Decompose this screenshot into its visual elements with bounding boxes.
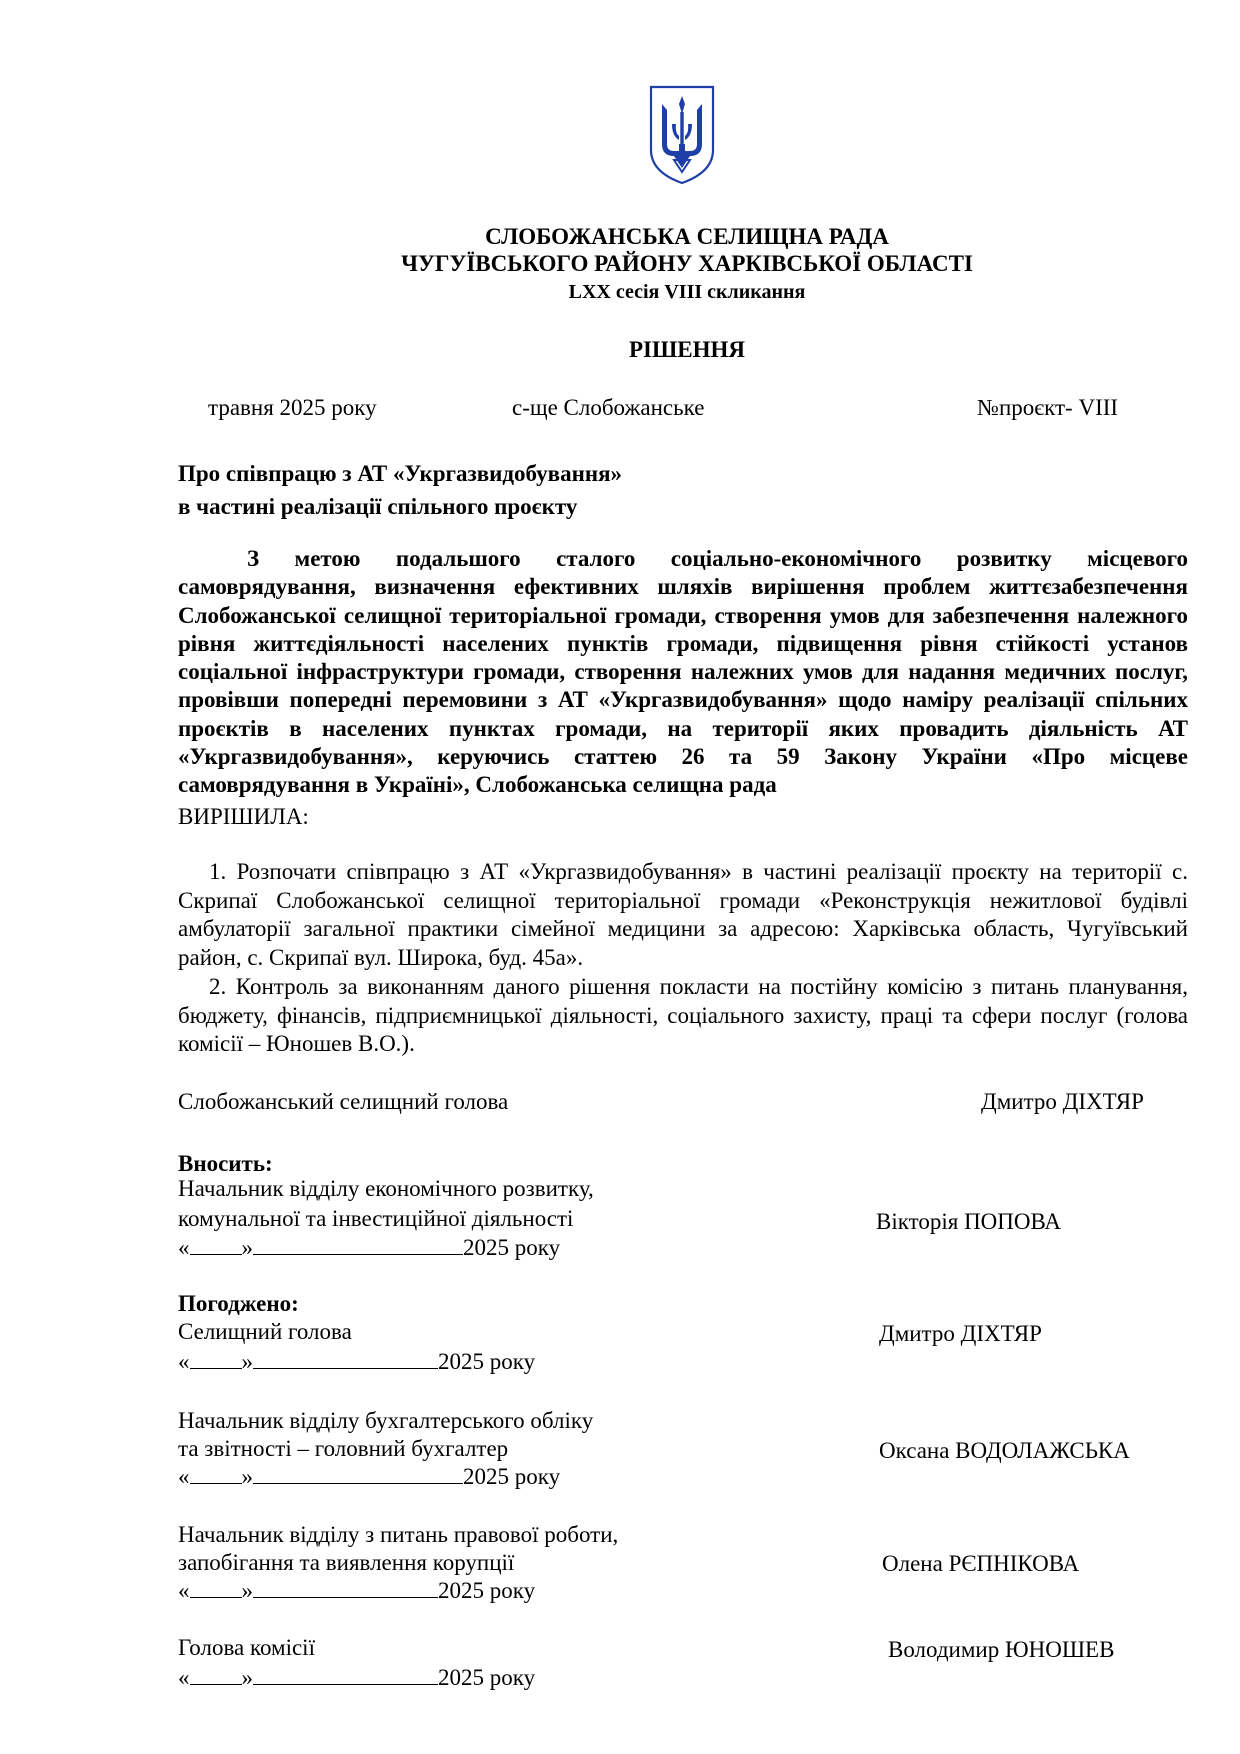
day-blank [190,1349,242,1369]
decision-date: травня 2025 року [208,395,377,420]
legal-name: Олена РЄПНІКОВА [882,1551,1080,1576]
commission-date-field [178,1664,535,1692]
head-name: Дмитро ДІХТЯР [879,1321,1042,1346]
decision-item: 1. Розпочати співпрацю з АТ «Укргазвидобування» в частині реалізації проєкту на території с. Скрипаї Слобожанської селищної територіальної громади «Реконструкція нежитлової будівлі амбулаторії загальної практики сімейної медицини за адресою: Харківська область, Чугуївський район, с. Скрипаї вул. Широка, буд. 45а». [178,859,1188,970]
accounting-position-line1: Начальник відділу бухгалтерського обліку [178,1408,594,1433]
commission-name: Володимир ЮНОШЕВ [888,1637,1115,1662]
decided-label: ВИРІШИЛА: [178,804,309,829]
quote-close: » [241,1665,253,1690]
month-blank [253,1349,438,1369]
accounting-position-line2: та звітності – головний бухгалтер [178,1436,509,1461]
quote-open: « [178,1349,190,1374]
submitted-label: Вносить: [178,1151,273,1176]
decision-subject-line1: Про співпрацю з АТ «Укргазвидобування» [178,461,623,486]
signature-position: Слобожанський селищний голова [178,1089,509,1114]
month-blank [253,1464,463,1484]
submitter-position-line1: Начальник відділу економічного розвитку, [178,1176,594,1201]
council-name: СЛОБОЖАНСЬКА СЕЛИЩНА РАДА [485,224,889,249]
accounting-date-field [178,1463,560,1491]
quote-open: « [178,1464,190,1489]
year-text: 2025 року [463,1235,561,1260]
signature-name: Дмитро ДІХТЯР [981,1089,1144,1114]
submitter-position-line2: комунальної та інвестиційної діяльності [178,1206,574,1231]
year-text: 2025 року [438,1349,536,1374]
year-text: 2025 року [438,1665,536,1690]
legal-position-line1: Начальник відділу з питань правової роботи, [178,1522,619,1547]
legal-date-field [178,1577,535,1605]
quote-open: « [178,1578,190,1603]
district-name: ЧУГУЇВСЬКОГО РАЙОНУ ХАРКІВСЬКОЇ ОБЛАСТІ [401,251,973,276]
quote-close: » [241,1349,253,1374]
trident-coat-of-arms-icon [648,84,716,186]
preamble-paragraph: З метою подальшого сталого соціально-економічного розвитку місцевого самоврядування, визначення ефективних шляхів вирішення проблем життєзабезпечення Слобожанської селищної територіальної громади, створення умов для забезпечення належного рівня життєдіяльності населених пунктів громади, підвищення рівня стійкості установ соціальної інфраструктури громади, створення належних умов для надання медичних послуг, провівши попередні перемовини з АТ «Укргазвидобування» щодо наміру реалізації спільних проєктів в населених пунктах громади, на території яких провадить діяльність АТ «Укргазвидобування», керуючись статтею 26 та 59 Закону України «Про місцеве самоврядування в Україні», Слобожанська селищна рада [178,546,1188,798]
accounting-name: Оксана ВОДОЛАЖСЬКА [879,1438,1130,1463]
year-text: 2025 року [463,1464,561,1489]
quote-close: » [241,1464,253,1489]
submitter-name: Вікторія ПОПОВА [876,1209,1062,1234]
decision-place: с-ще Слобожанське [512,395,705,420]
quote-close: » [241,1235,253,1260]
submitter-date-field [178,1234,560,1262]
head-date-field [178,1348,535,1376]
document-type: РІШЕННЯ [629,337,745,362]
month-blank [253,1235,463,1255]
decision-number: №проєкт- VIII [977,395,1119,420]
decision-subject-line2: в частині реалізації спільного проєкту [178,494,578,519]
day-blank [190,1464,242,1484]
agreed-label: Погоджено: [178,1291,299,1316]
quote-close: » [241,1578,253,1603]
year-text: 2025 року [438,1578,536,1603]
quote-open: « [178,1235,190,1260]
commission-position: Голова комісії [178,1635,315,1660]
month-blank [253,1665,438,1685]
quote-open: « [178,1665,190,1690]
day-blank [190,1235,242,1255]
decision-item: 2. Контроль за виконанням даного рішення покласти на постійну комісію з питань планування, бюджету, фінансів, підприємницької діяльності, соціального захисту, праці та сфери послуг (голова комісії – Юношев В.О.). [178,974,1188,1057]
day-blank [190,1665,242,1685]
month-blank [253,1578,438,1598]
day-blank [190,1578,242,1598]
head-position: Селищний голова [178,1319,352,1344]
legal-position-line2: запобігання та виявлення корупції [178,1550,515,1575]
session-line: LXX сесія VIII скликання [568,281,806,303]
